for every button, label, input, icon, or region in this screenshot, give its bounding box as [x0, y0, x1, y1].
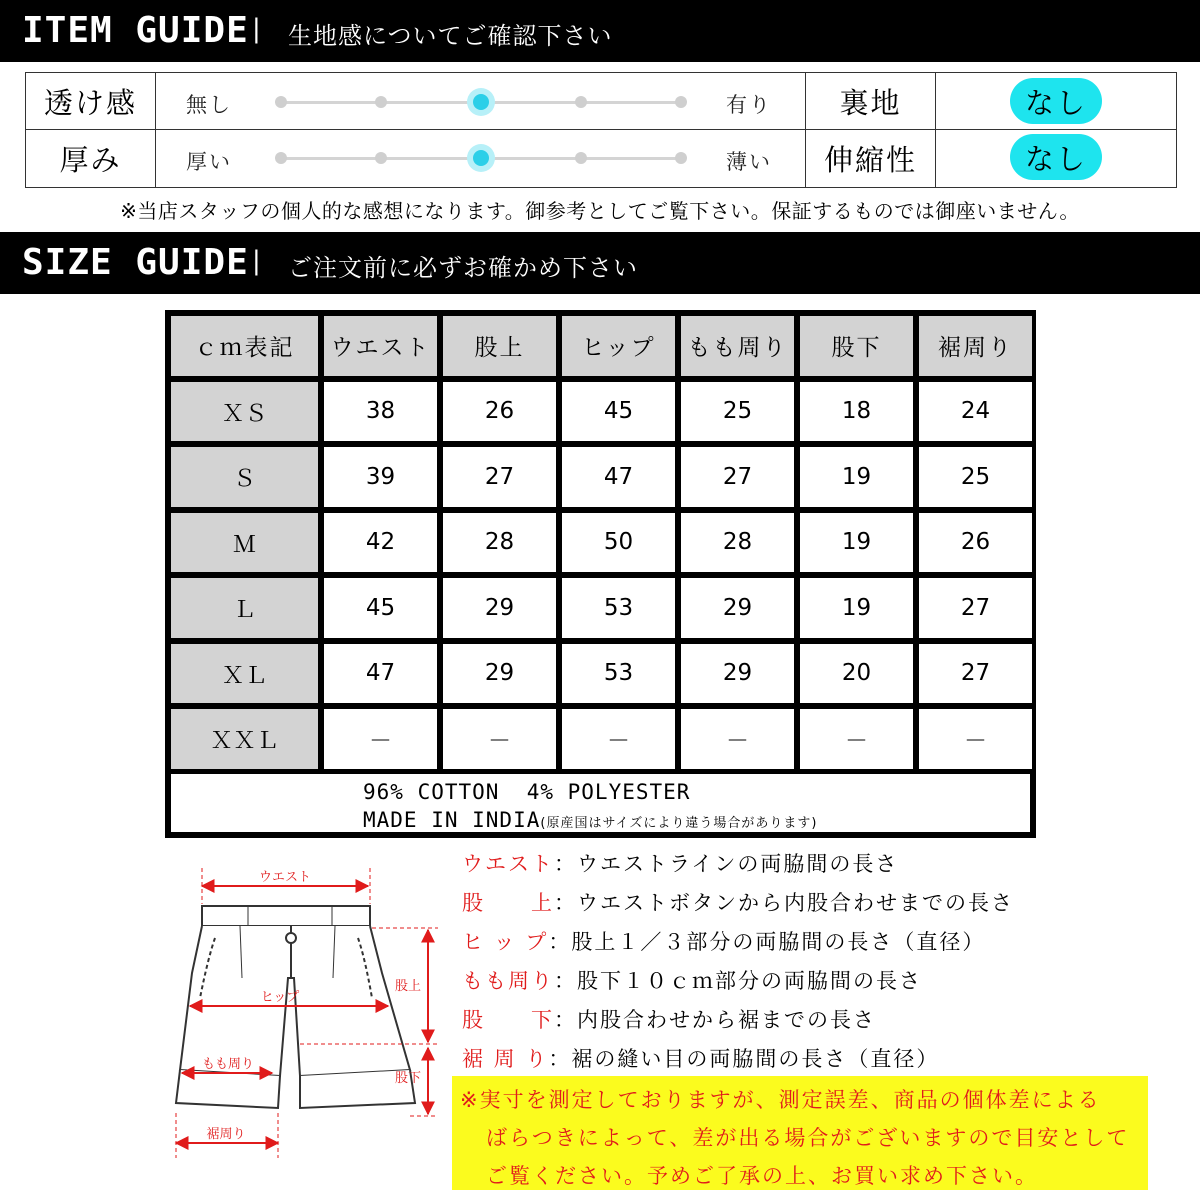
- country-of-origin: [363, 808, 817, 832]
- table-size-cell: Ｓ: [171, 447, 318, 507]
- stretch-value: なし: [1010, 134, 1102, 180]
- header-separator: |: [252, 246, 261, 276]
- thickness-left-label: 厚い: [186, 150, 232, 174]
- origin-note: (原産国はサイズにより違う場合があります): [540, 816, 818, 831]
- table-cell: 53: [562, 578, 675, 638]
- table-cell: 19: [800, 447, 913, 507]
- legend-key: もも周り: [462, 969, 554, 993]
- table-header-cell: ｃｍ表記: [171, 316, 318, 376]
- table-cell: 19: [800, 513, 913, 573]
- thickness-step-2: [375, 152, 387, 164]
- table-size-cell: Ｍ: [171, 513, 318, 573]
- item-guide-header: [0, 0, 1200, 62]
- thickness-right-label: 薄い: [726, 150, 772, 174]
- table-size-cell: ＸＳ: [171, 382, 318, 442]
- legend-key: ウエスト: [462, 852, 554, 876]
- item-guide-subtitle: 生地感についてご確認下さい: [288, 22, 613, 50]
- item-guide-title: ITEM GUIDE: [22, 10, 249, 51]
- stretch-value-cell: [936, 130, 1176, 187]
- table-cell: 29: [681, 644, 794, 704]
- table-cell: 29: [443, 644, 556, 704]
- fabric-feel-grid: [25, 72, 1177, 188]
- table-cell: 45: [562, 382, 675, 442]
- warning-line-1: ※実寸を測定しておりますが、測定誤差、商品の個体差による: [460, 1088, 1101, 1112]
- thickness-step-5: [675, 152, 687, 164]
- table-cell: 27: [919, 644, 1032, 704]
- table-cell: 39: [324, 447, 437, 507]
- table-cell: 24: [919, 382, 1032, 442]
- inseam-label: 股下: [394, 1071, 422, 1086]
- table-header-cell: ヒップ: [562, 316, 675, 376]
- table-cell: 27: [443, 447, 556, 507]
- sheerness-step-5: [675, 96, 687, 108]
- table-cell: 26: [919, 513, 1032, 573]
- table-cell: －: [443, 709, 556, 769]
- waist-label: ウエスト: [258, 870, 312, 885]
- legend-key: 股 上: [462, 891, 554, 915]
- table-cell: 18: [800, 382, 913, 442]
- table-cell: 26: [443, 382, 556, 442]
- sheerness-label: 透け感: [26, 73, 156, 130]
- shorts-diagram: [160, 858, 450, 1188]
- thickness-step-4: [575, 152, 587, 164]
- size-guide-header: [0, 232, 1200, 294]
- table-cell: 25: [681, 382, 794, 442]
- size-guide-subtitle: ご注文前に必ずお確かめ下さい: [288, 254, 638, 282]
- legend-desc: ：股上１／３部分の両脇間の長さ（直径）: [548, 930, 986, 954]
- sheerness-step-3-selected: [473, 94, 489, 110]
- sheerness-step-1: [275, 96, 287, 108]
- legend-desc: ：ウエストボタンから内股合わせまでの長さ: [554, 891, 1014, 915]
- thickness-step-3-selected: [473, 150, 489, 166]
- table-cell: 53: [562, 644, 675, 704]
- legend-inseam: [462, 1004, 876, 1034]
- table-cell: 29: [443, 578, 556, 638]
- table-cell: 29: [681, 578, 794, 638]
- lining-value: なし: [1010, 78, 1102, 124]
- table-cell: 25: [919, 447, 1032, 507]
- table-cell: 19: [800, 578, 913, 638]
- table-cell: －: [919, 709, 1032, 769]
- table-cell: 27: [681, 447, 794, 507]
- table-size-cell: Ｌ: [171, 578, 318, 638]
- table-cell: －: [800, 709, 913, 769]
- rise-label: 股上: [394, 979, 422, 994]
- table-cell: 28: [681, 513, 794, 573]
- table-size-cell: ＸＬ: [171, 644, 318, 704]
- legend-rise: [462, 887, 1014, 917]
- table-header-cell: もも周り: [681, 316, 794, 376]
- legend-desc: ：ウエストラインの両脇間の長さ: [554, 852, 899, 876]
- warning-line-3: ご覧ください。予めご了承の上、お買い求め下さい。: [486, 1164, 1038, 1188]
- table-size-cell: ＸＸＬ: [171, 709, 318, 769]
- sheerness-step-2: [375, 96, 387, 108]
- header-separator: |: [252, 14, 261, 44]
- size-table: [165, 310, 1036, 838]
- legend-key: 股 下: [462, 1008, 554, 1032]
- table-cell: 45: [324, 578, 437, 638]
- table-cell: 47: [562, 447, 675, 507]
- table-header-cell: 裾周り: [919, 316, 1032, 376]
- legend-desc: ：股下１０ｃｍ部分の両脇間の長さ: [554, 969, 922, 993]
- lining-value-cell: [936, 73, 1176, 130]
- legend-thigh: [462, 965, 922, 995]
- table-cell: 28: [443, 513, 556, 573]
- table-cell: －: [681, 709, 794, 769]
- sheerness-slider: [156, 73, 806, 130]
- fabric-info: [171, 774, 1030, 832]
- table-cell: －: [324, 709, 437, 769]
- thickness-label: 厚み: [26, 130, 156, 187]
- table-cell: －: [562, 709, 675, 769]
- table-header-cell: 股上: [443, 316, 556, 376]
- legend-desc: ：裾の縫い目の両脇間の長さ（直径）: [548, 1047, 940, 1071]
- measurement-warning: [452, 1076, 1148, 1190]
- warning-line-2: ばらつきによって、差が出る場合がございますので目安として: [486, 1126, 1130, 1150]
- origin-text: MADE IN INDIA: [363, 808, 541, 832]
- lining-label: 裏地: [806, 73, 936, 130]
- hip-label: ヒップ: [260, 990, 300, 1005]
- legend-waist: [462, 848, 898, 878]
- table-cell: 42: [324, 513, 437, 573]
- sheerness-right-label: 有り: [726, 93, 772, 117]
- legend-key: ヒ ッ プ: [462, 930, 549, 954]
- legend-hem: [462, 1043, 939, 1073]
- table-cell: 38: [324, 382, 437, 442]
- hem-label: 裾周り: [206, 1127, 246, 1142]
- legend-desc: ：内股合わせから裾までの長さ: [554, 1008, 876, 1032]
- table-header-cell: ウエスト: [324, 316, 437, 376]
- stretch-label: 伸縮性: [806, 130, 936, 187]
- sheerness-step-4: [575, 96, 587, 108]
- table-cell: 50: [562, 513, 675, 573]
- table-cell: 27: [919, 578, 1032, 638]
- thickness-slider: [156, 130, 806, 187]
- table-cell: 47: [324, 644, 437, 704]
- staff-opinion-note: ※当店スタッフの個人的な感想になります。御参考としてご覧下さい。保証するものでは御座いません。: [120, 199, 1080, 223]
- legend-hip: [462, 926, 985, 956]
- size-guide-title: SIZE GUIDE: [22, 242, 249, 283]
- table-cell: 20: [800, 644, 913, 704]
- sheerness-left-label: 無し: [186, 93, 232, 117]
- thigh-label: もも周り: [201, 1057, 255, 1072]
- fabric-composition: 96% COTTON 4% POLYESTER: [363, 780, 691, 804]
- thickness-step-1: [275, 152, 287, 164]
- table-header-cell: 股下: [800, 316, 913, 376]
- legend-key: 裾 周 り: [462, 1047, 549, 1071]
